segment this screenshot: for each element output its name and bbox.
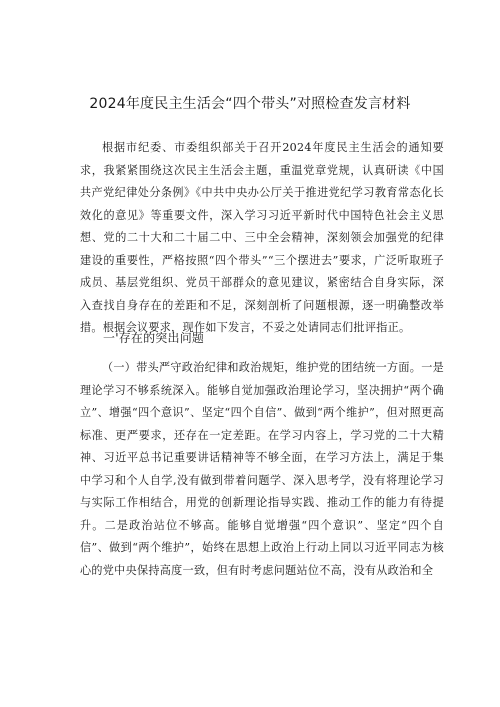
intro-paragraph: 根据市纪委、市委组织部关于召开2024年度民主生活会的通知要求，我紧紧围绕这次民主生活会主题，重温党章党规，认真研读《中国共产党纪律处分条例》《中共中央办公厅关于推进党纪学习教育常态化长效化的意见》等重要文件，深入学习习近平新时代中国特色社会主义思想、党的二十大和二十届二中、三中全会精神，深刻领会加强党的纪律建设的重要性，严格按照“四个带头”“三个摆进去”要求，广泛听取班子成员、基层党组织、党员干部群众的意见建议，紧密结合自身实际，深入查找自身存在的差距和不足，深刻剖析了问题根源，逐一明确整改举措。根据会议要求，现作如下发言，不妥之处请同志们批评指正。 <box>80 141 444 334</box>
section-paragraph: （一）带头严守政治纪律和政治规矩，维护党的团结统一方面。一是理论学习不够系统深入。能够自觉加强政治理论学习，坚决拥护“两个确立”、增强“四个意识”、坚定“四个自信”、做到“两个维护”，但对照更高标准、更严要求，还存在一定差距。在学习内容上，学习党的二十大精神、习近平总书记重要讲话精神等不够全面，在学习方法上，满足于集中学习和个人自学,没有做到带着问题学、深入思考学，没有将理论学习与实际工作相结合，用党的创新理论指导实践、推动工作的能力有待提升。二是政治站位不够高。能够自觉增强“四个意识”、坚定“四个自信”、做到“两个维护”，始终在思想上政治上行动上同以习近平同志为核心的党中央保持高度一致，但有时考虑问题站位不高，没有从政治和全 <box>80 361 444 577</box>
document-title: 2024年度民主生活会“四个带头”对照检查发言材料 <box>89 96 411 112</box>
section-heading: 一'存在的突出问题 <box>103 331 205 345</box>
